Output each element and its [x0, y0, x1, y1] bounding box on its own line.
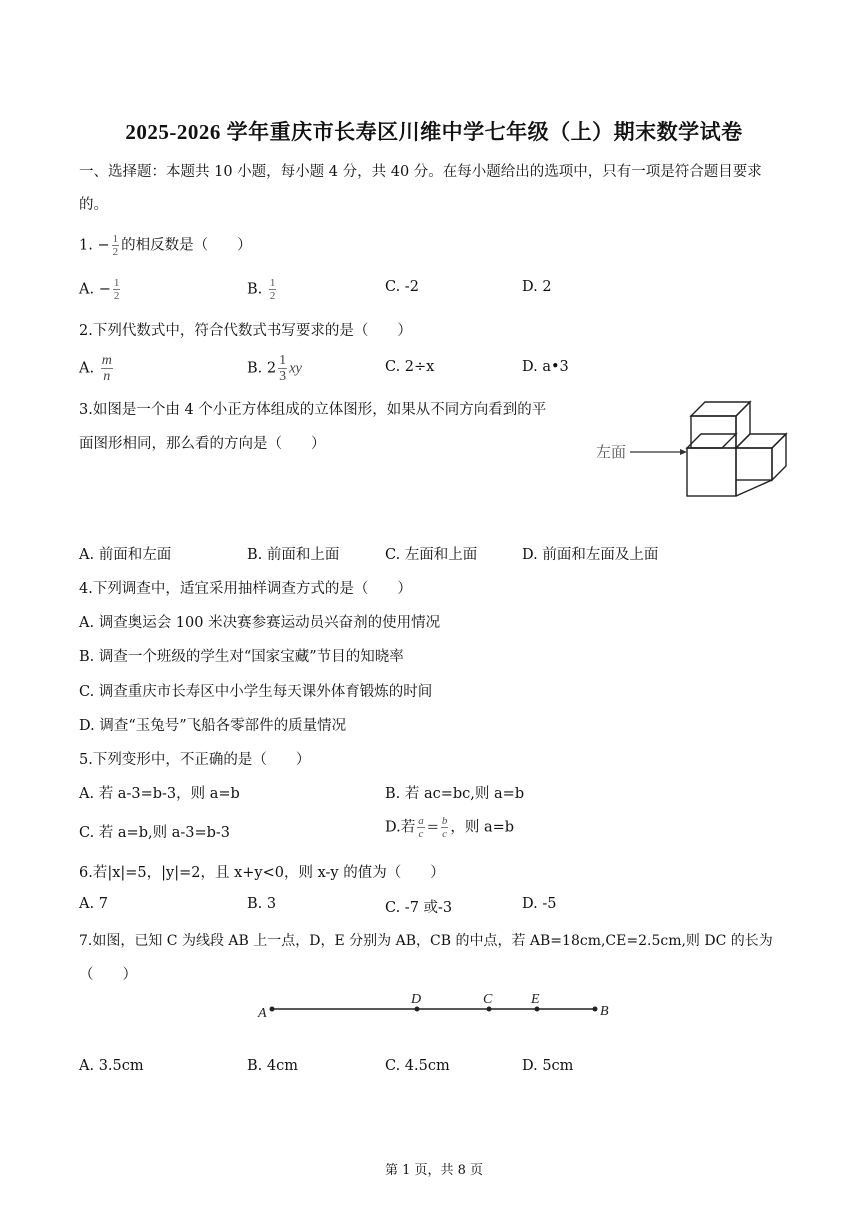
question-5: 5.下列变形中，不正确的是（ ）	[79, 752, 311, 768]
q3-option-c: C. 左面和上面	[385, 547, 478, 563]
point-d	[415, 1007, 420, 1012]
label-a: A	[258, 1006, 267, 1021]
q2-option-b: B. 2 $\frac{1}{3}$ xy	[247, 353, 302, 384]
q4-option-c: C. 调查重庆市长寿区中小学生每天课外体育锻炼的时间	[79, 684, 433, 700]
q1-suffix: 的相反数是（ ）	[121, 237, 252, 254]
view-arrowhead	[680, 449, 687, 455]
q1-prefix: 1. −	[79, 237, 110, 254]
q6-option-b: B. 3	[247, 896, 277, 912]
q2-option-d: D. a•3	[522, 359, 569, 375]
q1-option-a: A. − $\frac{1}{2}$	[79, 277, 120, 302]
q4-option-b: B. 调查一个班级的学生对“国家宝藏”节目的知晓率	[79, 649, 404, 665]
figure-left-label: 左面	[596, 443, 627, 461]
question-7-line2: （ ）	[79, 967, 137, 983]
q4-option-a: A. 调查奥运会 100 米决赛参赛运动员兴奋剂的使用情况	[79, 615, 441, 631]
point-c	[487, 1007, 492, 1012]
section-heading-line1: 一、选择题：本题共 10 小题，每小题 4 分，共 40 分。在每小题给出的选项中，只有一项是符合题目要求	[79, 164, 762, 180]
cubes-figure	[590, 398, 790, 500]
q4-option-d: D. 调查“玉兔号”飞船各零部件的质量情况	[79, 718, 347, 734]
question-1	[79, 233, 252, 258]
point-b	[593, 1007, 598, 1012]
question-2: 2.下列代数式中，符合代数式书写要求的是（ ）	[79, 323, 412, 339]
q5-option-b: B. 若 ac=bc,则 a=b	[385, 786, 525, 802]
q7-option-a: A. 3.5cm	[79, 1058, 144, 1074]
label-e: E	[531, 992, 540, 1007]
q3-option-d: D. 前面和左面及上面	[522, 547, 659, 563]
q2-option-c: C. 2÷x	[385, 359, 435, 375]
question-3-line1: 3.如图是一个由 4 个小正方体组成的立体图形，如果从不同方向看到的平	[79, 402, 547, 418]
question-4: 4.下列调查中，适宜采用抽样调查方式的是（ ）	[79, 581, 412, 597]
q5-option-d: D.若 $\frac{a}{c}$ = $\frac{b}{c}$ ，则 a=b	[385, 815, 515, 840]
q3-option-b: B. 前面和上面	[247, 547, 340, 563]
page-title: 2025-2026 学年重庆市长寿区川维中学七年级（上）期末数学试卷	[125, 120, 743, 144]
question-3-line2: 面图形相同，那么看的方向是（ ）	[79, 436, 326, 452]
question-6: 6.若|x|=5，|y|=2，且 x+y<0，则 x-y 的值为（ ）	[79, 865, 445, 881]
q1-fraction: $\frac{1}{2}$	[112, 233, 119, 258]
q5-option-a: A. 若 a-3=b-3，则 a=b	[79, 786, 240, 802]
q1-option-b: B. $\frac{1}{2}$	[247, 277, 276, 302]
q1-option-d: D. 2	[522, 279, 552, 295]
q5-option-c: C. 若 a=b,则 a-3=b-3	[79, 825, 231, 841]
cube-stack	[687, 402, 786, 496]
q6-option-d: D. -5	[522, 896, 557, 912]
q1-option-c: C. -2	[385, 279, 419, 295]
label-d: D	[411, 992, 422, 1007]
question-7-line1: 7.如图，已知 C 为线段 AB 上一点，D，E 分别为 AB，CB 的中点，若 AB=18cm,CE=2.5cm,则 DC 的长为	[79, 933, 773, 949]
label-c: C	[483, 992, 493, 1007]
q6-option-a: A. 7	[79, 896, 108, 912]
q7-option-c: C. 4.5cm	[385, 1058, 450, 1074]
q2-option-a: A. $\frac{m}{n}$	[79, 353, 112, 384]
section-heading-line2: 的。	[79, 197, 108, 213]
line-segment-figure	[250, 988, 620, 1028]
page-footer: 第 1 页，共 8 页	[384, 1163, 484, 1178]
point-a	[270, 1007, 275, 1012]
q6-option-c: C. -7 或-3	[385, 900, 453, 916]
q3-option-a: A. 前面和左面	[79, 547, 172, 563]
q7-option-b: B. 4cm	[247, 1058, 298, 1074]
label-b: B	[600, 1004, 609, 1019]
point-e	[535, 1007, 540, 1012]
q7-option-d: D. 5cm	[522, 1058, 574, 1074]
